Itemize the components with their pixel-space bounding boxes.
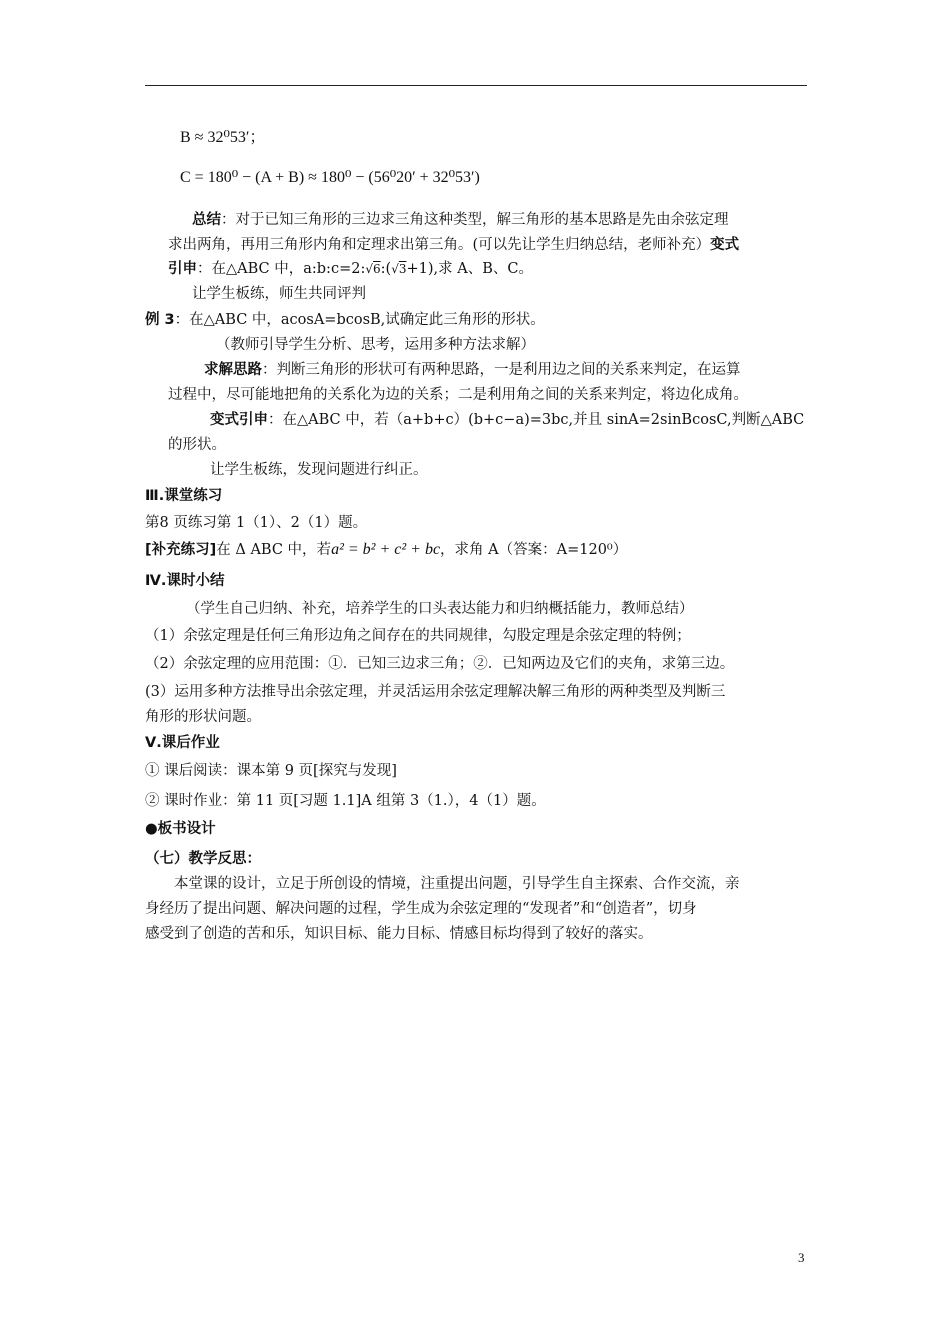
section4-point-3b: 角形的形状问题。 bbox=[145, 709, 261, 725]
section3-line-1: 第8 页练习第 1（1）、2（1）题。 bbox=[145, 515, 368, 531]
section4-point-2: （2）余弦定理的应用范围：①．已知三边求三角；②．已知两边及它们的夹角，求第三边。 bbox=[145, 656, 735, 672]
formula-c-value: C = 180⁰ − (A + B) ≈ 180⁰ − (56⁰20′ + 32⁰53′) bbox=[180, 169, 480, 186]
reflection-line-2: 身经历了提出问题、解决问题的过程，学生成为余弦定理的“发现者”和“创造者”，切身 bbox=[145, 901, 697, 917]
sqrt-three: √3 bbox=[391, 262, 407, 276]
extension-label-a: 变式 bbox=[710, 237, 740, 253]
reflection-title: （七）教学反思： bbox=[145, 851, 261, 867]
section3-title: Ⅲ.课堂练习 bbox=[145, 488, 223, 504]
sqrt-six: √6 bbox=[365, 262, 381, 276]
idea-label: 求解思路 bbox=[204, 362, 262, 378]
extension-label-b: 引申 bbox=[168, 261, 197, 277]
formula-b-value: B ≈ 32⁰53′； bbox=[180, 129, 266, 146]
section4-point-1: （1）余弦定理是任何三角形边角之间存在的共同规律，勾股定理是余弦定理的特例； bbox=[145, 628, 691, 644]
supplement-formula: a² = b² + c² + bc bbox=[331, 541, 441, 558]
homework-1: ① 课后阅读：课本第 9 页[探究与发现] bbox=[145, 763, 397, 779]
summary-extension: 引申：在△ABC 中，a:b:c=2:√6:(√3+1),求 A、B、C。 bbox=[168, 261, 533, 277]
example3-ext-2: 的形状。 bbox=[168, 437, 226, 453]
summary-line-1: 总结：对于已知三角形的三边求三角这种类型，解三角形的基本思路是先由余弦定理 bbox=[192, 212, 729, 228]
homework-2: ② 课时作业：第 11 页[习题 1.1]A 组第 3（1.），4（1）题。 bbox=[145, 793, 546, 809]
example3-guide: （教师引导学生分析、思考，运用多种方法求解） bbox=[216, 337, 535, 353]
page-number: 3 bbox=[798, 1250, 805, 1265]
section4-title: Ⅳ.课时小结 bbox=[145, 573, 225, 589]
example3-line: 例 3：在△ABC 中，acosA=bcosB,试确定此三角形的形状。 bbox=[145, 312, 545, 328]
summary-label: 总结 bbox=[192, 212, 221, 228]
header-rule bbox=[145, 85, 807, 86]
example3-label: 例 3 bbox=[145, 312, 175, 328]
example3-idea-2: 过程中，尽可能地把角的关系化为边的关系；二是利用角之间的关系来判定，将边化成角。 bbox=[168, 387, 748, 403]
reflection-line-3: 感受到了创造的苦和乐，知识目标、能力目标、情感目标均得到了较好的落实。 bbox=[145, 926, 653, 942]
variation-label: 变式引申 bbox=[210, 412, 268, 428]
section4-point-3a: (3）运用多种方法推导出余弦定理，并灵活运用余弦定理解决解三角形的两种类型及判断三 bbox=[145, 684, 726, 700]
section4-intro: （学生自己归纳、补充，培养学生的口头表达能力和归纳概括能力，教师总结） bbox=[186, 601, 694, 617]
section5-title: Ⅴ.课后作业 bbox=[145, 735, 220, 751]
example3-practice: 让学生板练，发现问题进行纠正。 bbox=[210, 462, 428, 478]
summary-practice: 让学生板练，师生共同评判 bbox=[192, 286, 366, 302]
reflection-line-1: 本堂课的设计，立足于所创设的情境，注重提出问题，引导学生自主探索、合作交流，亲 bbox=[174, 876, 740, 892]
section3-supplement: [补充练习]在 Δ ABC 中，若a² = b² + c² + bc，求角 A（答案：A=120⁰） bbox=[145, 541, 628, 558]
board-design-title: ●板书设计 bbox=[145, 821, 216, 837]
example3-ext-1: 变式引申：在△ABC 中，若（a+b+c）(b+c−a)=3bc,并且 sinA=2sinBcosC,判断△ABC bbox=[210, 412, 805, 428]
supplement-label: [补充练习] bbox=[145, 542, 217, 558]
example3-idea-1: 求解思路：判断三角形的形状可有两种思路，一是利用边之间的关系来判定，在运算 bbox=[204, 362, 741, 378]
summary-line-2: 求出两角，再用三角形内角和定理求出第三角。(可以先让学生归纳总结，老师补充）变式 bbox=[168, 237, 740, 253]
